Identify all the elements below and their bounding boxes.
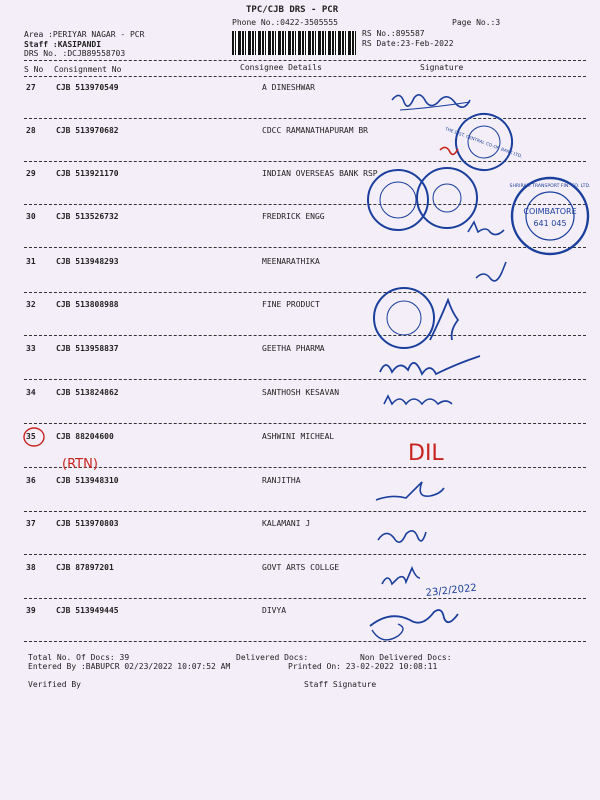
row-consignee: KALAMANI J [262, 519, 311, 528]
row-consignee: A DINESHWAR [262, 83, 315, 92]
row-consignment: CJB 513958837 [56, 344, 119, 353]
row-sno: 37 [26, 519, 36, 528]
row-consignment: CJB 513526732 [56, 212, 119, 221]
row-consignment: CJB 87897201 [56, 563, 114, 572]
row-sno: 29 [26, 169, 36, 178]
red-circle-35 [24, 428, 44, 446]
stamp-coimbatore: COIMBATORE [523, 207, 577, 216]
iob-stamp-2 [417, 168, 477, 228]
signature-31 [476, 262, 506, 281]
column-signature: Signature [420, 63, 464, 72]
delivered-docs: Delivered Docs: [236, 653, 309, 662]
row-consignment: CJB 513808988 [56, 300, 119, 309]
row-consignment: CJB 88204600 [56, 432, 114, 441]
staff-label: Staff :KASIPANDI [24, 40, 102, 49]
rs-number: RS No.:895587 [362, 29, 425, 38]
red-signature-28 [440, 147, 458, 154]
row-consignee: FREDRICK ENGG [262, 212, 325, 221]
fine-product-stamp [374, 288, 434, 348]
row-consignee: SANTHOSH KESAVAN [262, 388, 340, 397]
row-consignment: CJB 513948310 [56, 476, 119, 485]
phone-number: Phone No.:0422-3505555 [232, 18, 338, 27]
total-docs: Total No. Of Docs: 39 [28, 653, 130, 662]
column-consignee: Consignee Details [240, 63, 322, 72]
stamp-pin: 641 045 [533, 219, 567, 228]
signature-33 [380, 356, 480, 374]
verified-by: Verified By [28, 680, 81, 689]
row-sno: 27 [26, 83, 36, 92]
dil-note: DIL [408, 441, 444, 466]
row-consignment: CJB 513824862 [56, 388, 119, 397]
signature-37 [378, 531, 426, 542]
signature-34 [384, 396, 452, 404]
area-label: Area :PERIYAR NAGAR - PCR [24, 30, 145, 39]
row-consignee: FINE PRODUCT [262, 300, 320, 309]
row-consignee: DIVYA [262, 606, 287, 615]
row-sno: 35 [26, 432, 36, 441]
row-sno: 31 [26, 257, 36, 266]
signature-38 [382, 568, 420, 584]
rtn-note: (RTN) [62, 457, 98, 472]
row-consignment: CJB 513970549 [56, 83, 119, 92]
signature-39 [370, 610, 458, 626]
column-consignment: Consignment No [54, 65, 122, 74]
transport-stamp [510, 178, 591, 254]
row-consignment: CJB 513948293 [56, 257, 119, 266]
signature-36 [376, 482, 444, 500]
row-sno: 30 [26, 212, 36, 221]
signature-39-loop [372, 624, 403, 640]
row-sno: 39 [26, 606, 36, 615]
row-sno: 34 [26, 388, 36, 397]
bank-stamp [435, 101, 532, 182]
row-consignee: ASHWINI MICHEAL [262, 432, 335, 441]
non-delivered-docs: Non Delivered Docs: [360, 653, 452, 662]
page-number: Page No.:3 [452, 18, 501, 27]
row-consignee: GEETHA PHARMA [262, 344, 325, 353]
drs-number: DRS No. :DCJB89558703 [24, 49, 126, 58]
iob-stamp [368, 170, 428, 230]
row-sno: 33 [26, 344, 36, 353]
row-consignee: CDCC RAMANATHAPURAM BR [262, 126, 368, 135]
row-consignee: GOVT ARTS COLLGE [262, 563, 340, 572]
printed-on: Printed On: 23-02-2022 10:08:11 [288, 662, 438, 671]
document-title: TPC/CJB DRS - PCR [246, 5, 339, 15]
transport-stamp-text: SHRIRAM TRANSPORT FIN. CO. LTD. [509, 184, 591, 189]
row-sno: 28 [26, 126, 36, 135]
row-consignee: RANJITHA [262, 476, 301, 485]
signature-30 [468, 222, 504, 235]
row-sno: 32 [26, 300, 36, 309]
bank-stamp-text: THE DIST. CENTRAL CO-OP. BANK LTD. [444, 127, 523, 160]
rs-date: RS Date:23-Feb-2022 [362, 39, 454, 48]
signature-27 [392, 95, 470, 107]
row-sno: 36 [26, 476, 36, 485]
signature-38-date: 23/2/2022 [425, 582, 478, 599]
row-sno: 38 [26, 563, 36, 572]
row-consignee: MEENARATHIKA [262, 257, 320, 266]
entered-by: Entered By :BABUPCR 02/23/2022 10:07:52 AM [28, 662, 231, 671]
row-consignment: CJB 513970682 [56, 126, 119, 135]
row-consignment: CJB 513949445 [56, 606, 119, 615]
row-consignment: CJB 513970803 [56, 519, 119, 528]
staff-signature: Staff Signature [304, 680, 377, 689]
column-sno: S No [24, 65, 44, 74]
row-consignee: INDIAN OVERSEAS BANK RSP [262, 169, 378, 178]
row-consignment: CJB 513921170 [56, 169, 119, 178]
